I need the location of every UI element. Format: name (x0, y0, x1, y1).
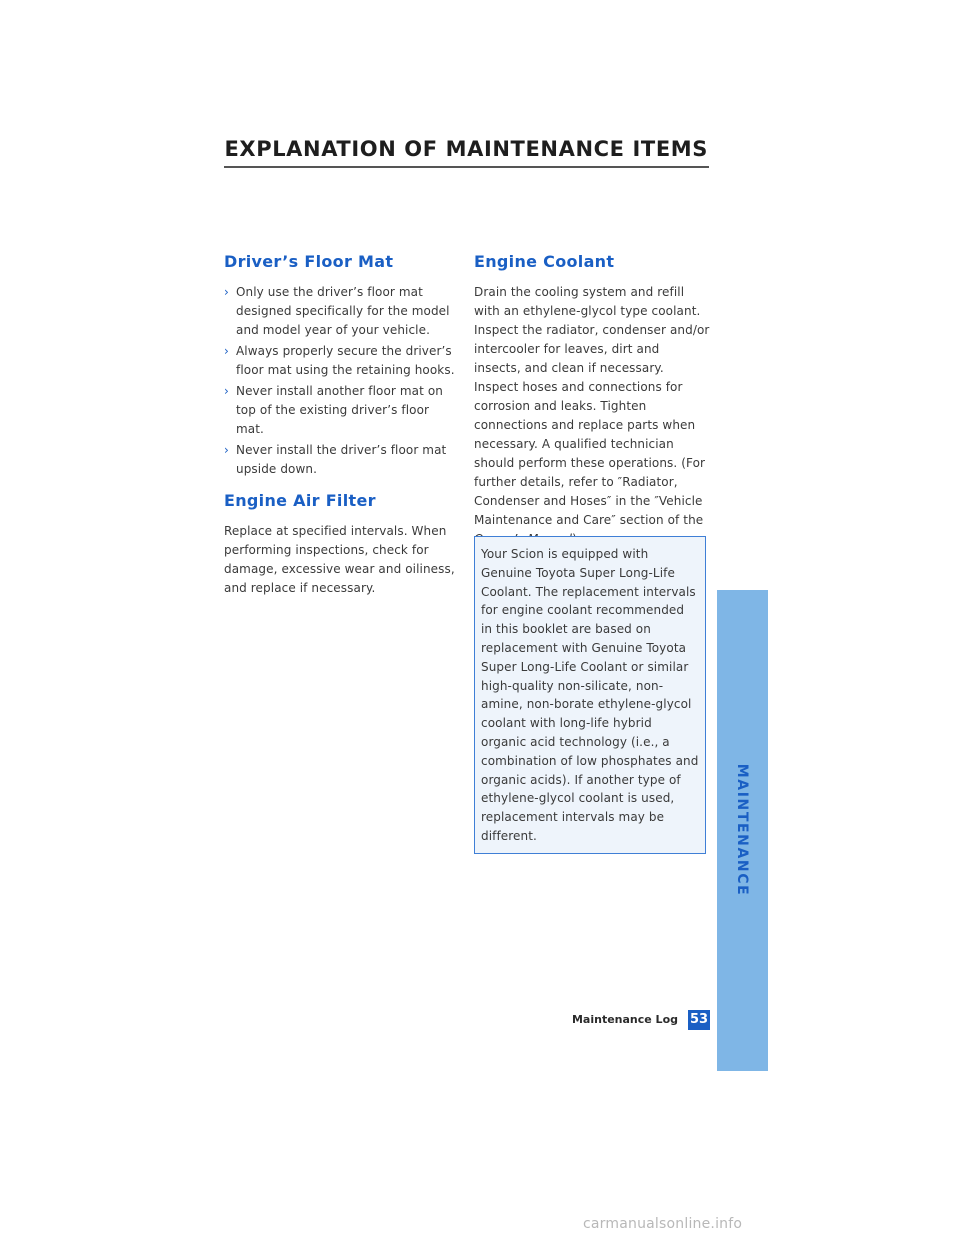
chevron-right-icon: › (224, 344, 229, 358)
list-item-text: Only use the driver’s floor mat designed specifically for the model and model year of your vehicle. (236, 285, 450, 337)
section-heading-air-filter: Engine Air Filter (224, 491, 376, 510)
list-item-text: Never install another floor mat on top of the existing driver’s floor mat. (236, 384, 443, 436)
page-number-badge: 53 (688, 1010, 710, 1030)
page-title: EXPLANATION OF MAINTENANCE ITEMS (224, 137, 708, 161)
chevron-right-icon: › (224, 285, 229, 299)
side-tab-label: MAINTENANCE (734, 763, 750, 897)
coolant-body-main: Drain the cooling system and refill with an ethylene-glycol type coolant. Inspect the radiator, condenser and/or intercooler for leaves, dirt and insects, and clean if necessary. Inspect hoses and connections for corrosion and leaks. Tighten connections and replace parts when necessary. A qualified technician should perform these operations. (For further details, refer to ″Radiator, Condenser and Hoses″ in the ″Vehicle Maintenance and Care″ section of the (474, 285, 710, 527)
chevron-right-icon: › (224, 443, 229, 457)
list-item-text: Never install the driver’s floor mat upside down. (236, 443, 447, 476)
section-heading-engine-coolant: Engine Coolant (474, 252, 615, 271)
section-heading-floor-mat: Driver’s Floor Mat (224, 252, 394, 271)
right-column (474, 250, 710, 549)
list-item (224, 283, 460, 340)
coolant-note-box (474, 536, 706, 854)
coolant-note-text: Your Scion is equipped with Genuine Toyota Super Long-Life Coolant. The replacement intervals for engine coolant recommended in this booklet are based on replacement with Genuine Toyota Super Long-Life Coolant or similar high-quality non-silicate, non-amine, non-borate ethylene-glycol coolant with long-life hybrid organic acid technology (i.e., a combination of low phosphates and organic acids). If another type of ethylene-glycol coolant is used, replacement intervals may be different. (481, 547, 699, 843)
list-item (224, 382, 460, 439)
left-column (224, 250, 460, 598)
title-divider (224, 166, 709, 168)
floor-mat-bullet-list (224, 283, 460, 479)
list-item (224, 441, 460, 479)
air-filter-body: Replace at specified intervals. When performing inspections, check for damage, excessive wear and oiliness, and replace if necessary. (224, 524, 455, 595)
list-item-text: Always properly secure the driver’s floor mat using the retaining hooks. (236, 344, 455, 377)
watermark: carmanualsonline.info (583, 1216, 743, 1232)
coolant-body (474, 283, 710, 549)
chevron-right-icon: › (224, 384, 229, 398)
footer-section-label: Maintenance Log (571, 1013, 678, 1026)
list-item (224, 342, 460, 380)
